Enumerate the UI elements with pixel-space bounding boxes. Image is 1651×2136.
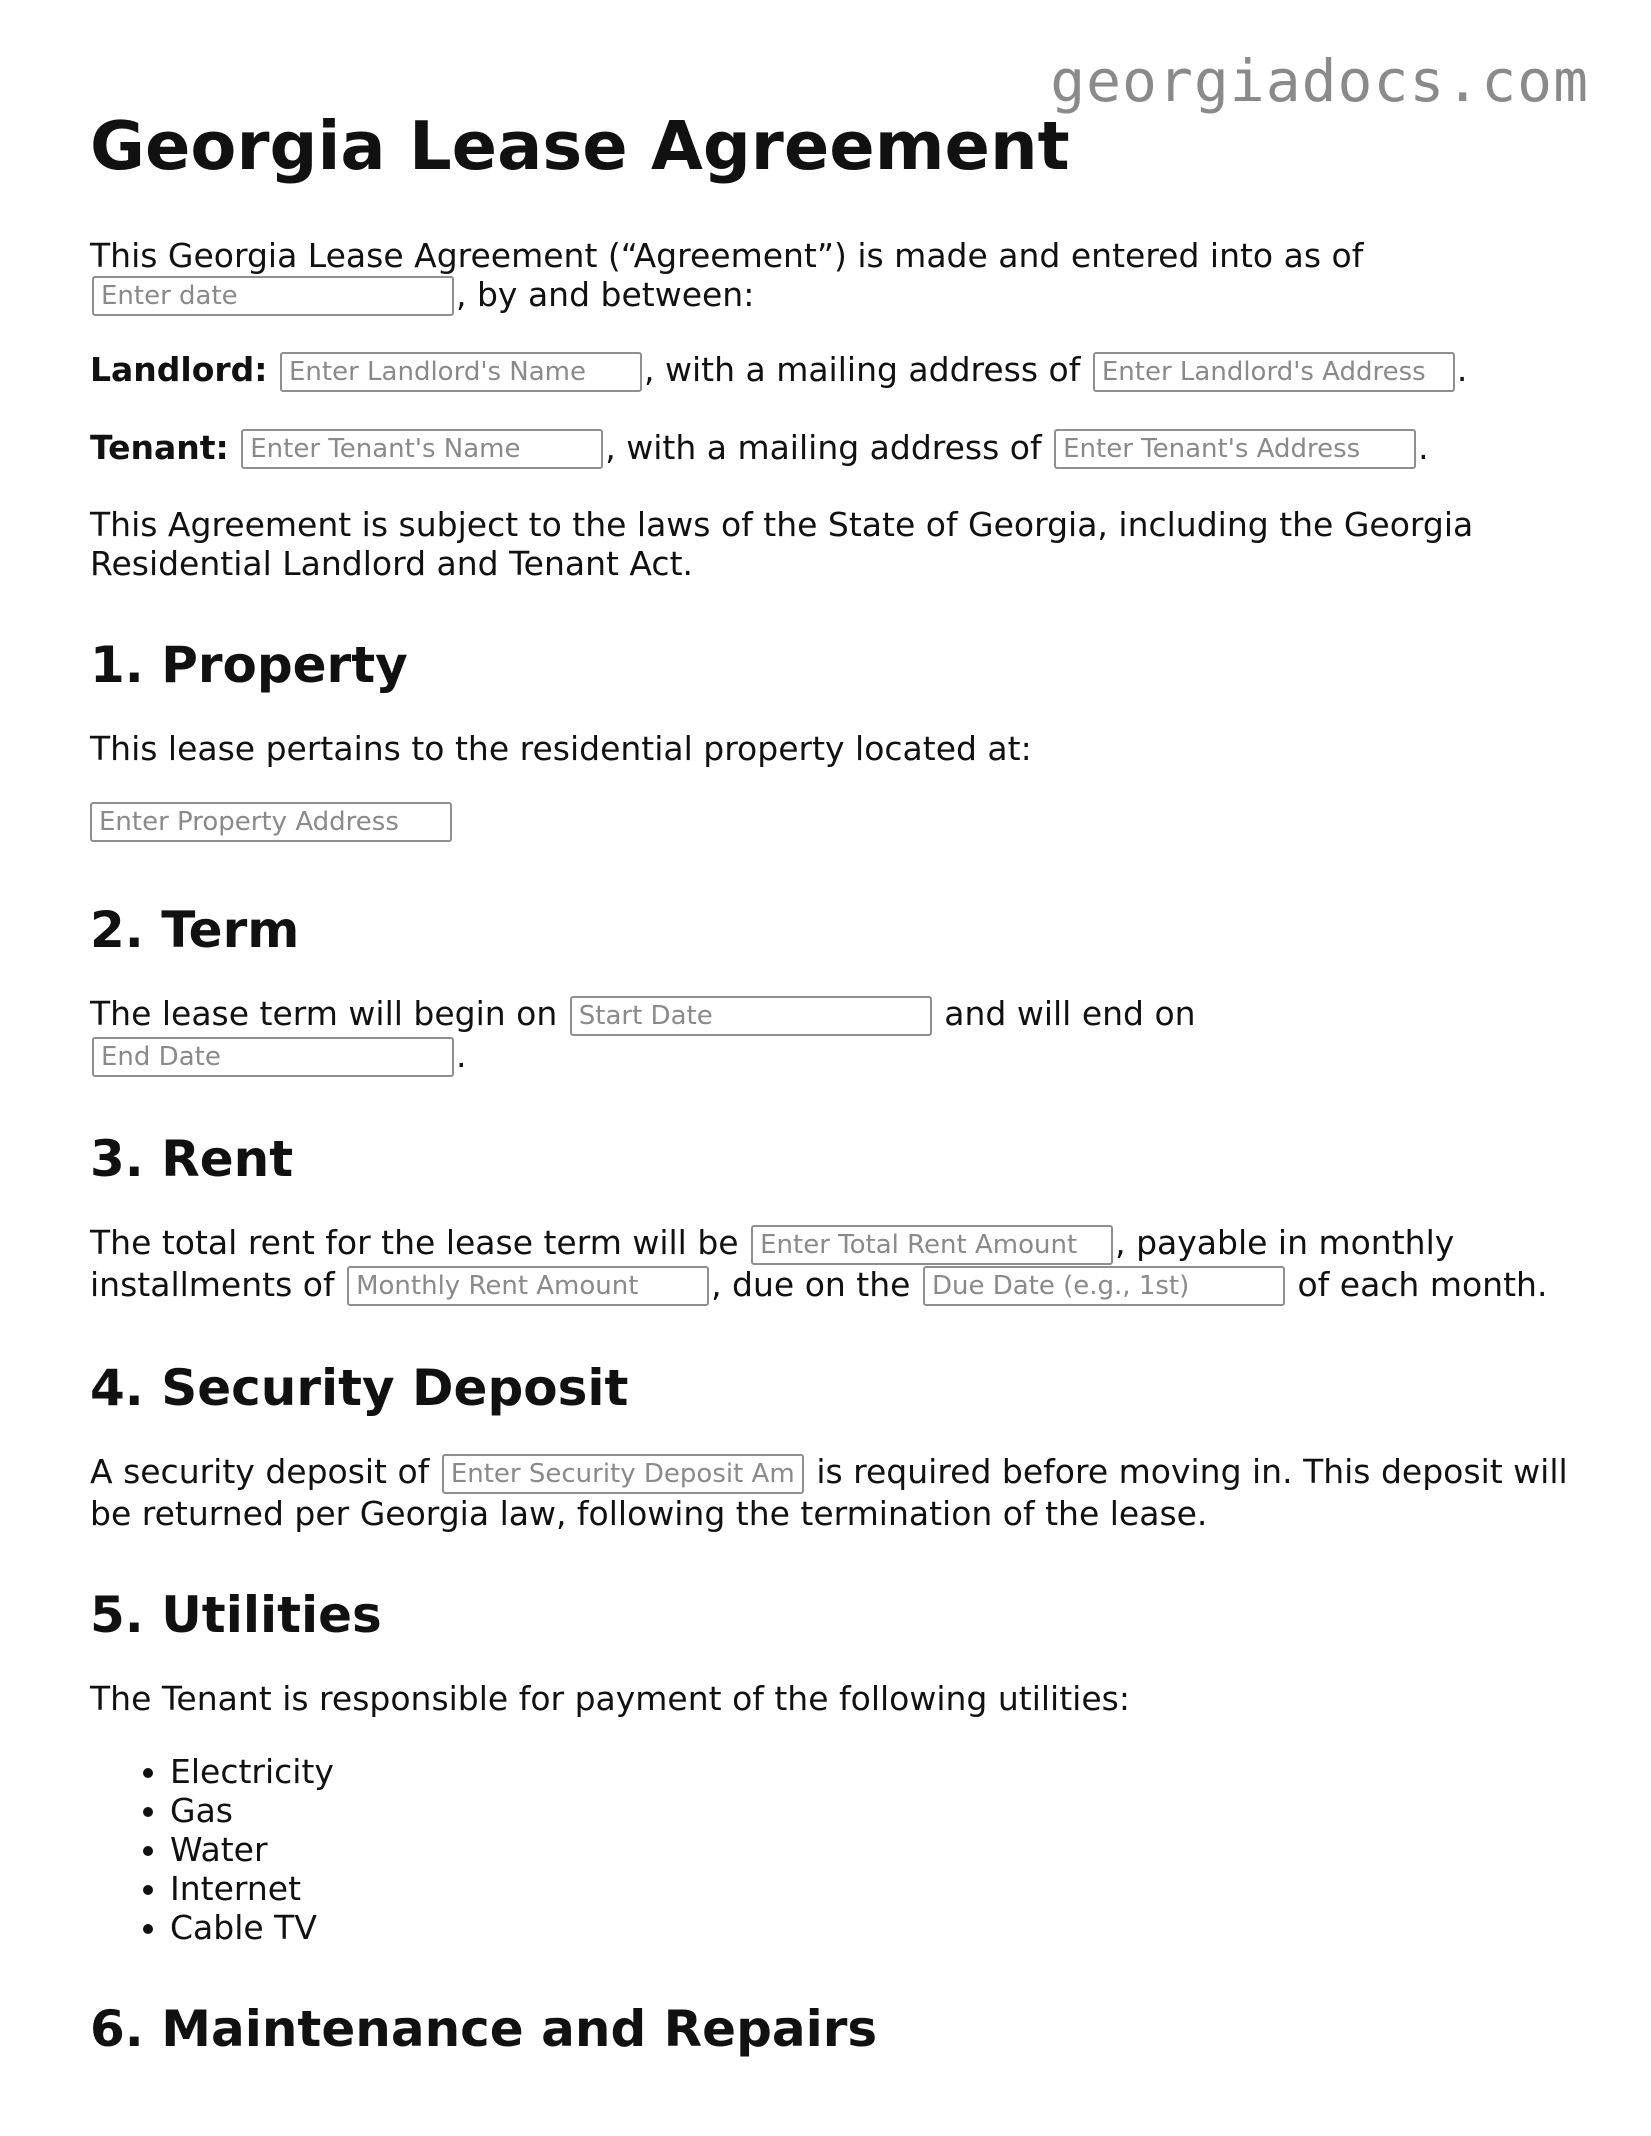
intro-paragraph (90, 236, 1570, 317)
total-rent-field[interactable] (751, 1225, 1113, 1265)
tenant-end-text: . (1418, 427, 1429, 467)
list-item: • Cable TV (170, 1908, 1570, 1947)
term-text-mid: and will end on (944, 994, 1196, 1034)
deposit-text-1: A security deposit of (90, 1452, 430, 1492)
list-item: • Gas (170, 1791, 1570, 1830)
due-date-field[interactable] (923, 1266, 1285, 1306)
section-heading-deposit: 4. Security Deposit (90, 1359, 629, 1418)
landlord-label: Landlord: (90, 350, 268, 390)
property-address-field[interactable] (90, 802, 452, 842)
page-title: Georgia Lease Agreement (90, 107, 1070, 185)
end-date-field[interactable] (92, 1037, 454, 1077)
watermark: georgiadocs.com (1050, 47, 1589, 115)
list-item: • Electricity (170, 1752, 1570, 1791)
laws-paragraph: This Agreement is subject to the laws of the State of Georgia, including the Georgia Residential Landlord and Tenant Act. (90, 505, 1474, 584)
landlord-address-field[interactable] (1093, 352, 1455, 392)
term-paragraph (90, 994, 1570, 1077)
tenant-name-field[interactable] (241, 429, 603, 469)
section-heading-utilities: 5. Utilities (90, 1585, 382, 1644)
intro-text-after: , by and between: (456, 274, 755, 314)
intro-text: This Georgia Lease Agreement (“Agreement”) is made and entered into as of (90, 235, 1364, 275)
security-deposit-field[interactable] (442, 1454, 804, 1494)
deposit-text-2: is required before moving in. This deposit will be returned per Georgia law, following the termination of the lease. (90, 1452, 1568, 1533)
landlord-name-field[interactable] (280, 352, 642, 392)
rent-text-3: , due on the (711, 1264, 911, 1304)
list-item: • Internet (170, 1869, 1570, 1908)
utilities-text: The Tenant is responsible for payment of the following utilities: (90, 1678, 1130, 1718)
rent-text-1: The total rent for the lease term will be (90, 1223, 739, 1263)
term-text-begin: The lease term will begin on (90, 994, 558, 1034)
rent-text-4: of each month. (1297, 1264, 1548, 1304)
monthly-rent-field[interactable] (347, 1266, 709, 1306)
tenant-line (90, 428, 1570, 470)
property-text: This lease pertains to the residential property located at: (90, 729, 1032, 769)
tenant-label: Tenant: (90, 427, 229, 467)
lease-document (90, 107, 1570, 2093)
property-address-wrapper (90, 802, 1570, 842)
utilities-list (90, 1752, 1570, 1947)
tenant-mid-text: , with a mailing address of (605, 427, 1042, 467)
list-item: • Water (170, 1830, 1570, 1869)
section-heading-property: 1. Property (90, 636, 408, 695)
tenant-address-field[interactable] (1054, 429, 1416, 469)
section-heading-maintenance: 6. Maintenance and Repairs (90, 1999, 878, 2058)
landlord-line (90, 350, 1570, 392)
section-heading-term: 2. Term (90, 901, 300, 960)
agreement-date-field[interactable] (92, 276, 454, 316)
section-heading-rent: 3. Rent (90, 1130, 294, 1189)
rent-text-2: , payable in monthly installments of (90, 1223, 1455, 1304)
term-text-end: . (456, 1035, 467, 1075)
landlord-end-text: . (1456, 350, 1468, 390)
deposit-paragraph (90, 1452, 1570, 1533)
landlord-mid-text: , with a mailing address of (644, 350, 1081, 390)
start-date-field[interactable] (570, 996, 932, 1036)
rent-paragraph (90, 1223, 1570, 1306)
